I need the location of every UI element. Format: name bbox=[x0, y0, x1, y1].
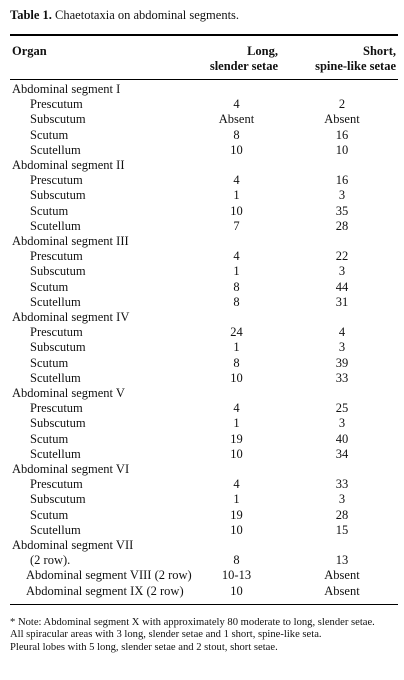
table-caption bbox=[10, 9, 239, 22]
long-setae-cell: 10 bbox=[230, 142, 243, 157]
table-row bbox=[0, 173, 404, 188]
top-rule bbox=[10, 34, 398, 36]
table-number: Table 1. bbox=[10, 8, 52, 22]
row-label: Abdominal segment II bbox=[12, 158, 125, 172]
note-3: Pleural lobes with 5 long, slender setae and 2 stout, short setae. bbox=[10, 641, 278, 653]
header-short-line1: Short, bbox=[363, 44, 396, 58]
table-row bbox=[0, 204, 404, 219]
long-setae-cell: 1 bbox=[233, 492, 240, 507]
row-label: Subscutum bbox=[30, 264, 86, 279]
short-setae-cell: 16 bbox=[335, 127, 349, 142]
short-setae-cell: 3 bbox=[338, 340, 346, 355]
long-setae-cell: 10 bbox=[230, 522, 243, 537]
short-setae-cell: Absent bbox=[324, 112, 360, 127]
row-label: Scutellum bbox=[30, 446, 81, 461]
short-setae-cell: 28 bbox=[335, 507, 349, 522]
row-label: Subscutum bbox=[30, 416, 86, 431]
long-setae-cell: 10-13 bbox=[221, 568, 252, 583]
row-label: Scutum bbox=[30, 127, 69, 142]
row-label: Subscutum bbox=[30, 492, 86, 507]
table-row bbox=[0, 401, 404, 416]
long-setae-cell: 4 bbox=[233, 173, 240, 188]
table-row bbox=[0, 584, 404, 599]
long-setae-cell: 10 bbox=[230, 370, 243, 385]
long-setae-cell: 8 bbox=[233, 553, 240, 568]
row-label: Prescutum bbox=[30, 97, 83, 112]
long-setae-cell: Absent bbox=[218, 112, 255, 127]
table-row bbox=[0, 447, 404, 462]
row-label: Prescutum bbox=[30, 249, 83, 264]
table-row bbox=[0, 295, 404, 310]
short-setae-cell: 33 bbox=[335, 370, 349, 385]
table-row bbox=[0, 568, 404, 583]
header-short-line2: spine-like setae bbox=[315, 59, 396, 73]
row-label: Abdominal segment VI bbox=[12, 462, 130, 476]
short-setae-cell: 2 bbox=[338, 97, 346, 112]
long-setae-cell: 7 bbox=[233, 218, 240, 233]
header-organ: Organ bbox=[12, 44, 47, 58]
row-label: Abdominal segment I bbox=[12, 82, 121, 96]
note-1: * Note: Abdominal segment X with approximately 80 moderate to long, slender setae. bbox=[10, 617, 375, 628]
segment-heading-row bbox=[0, 462, 404, 477]
long-setae-cell: 8 bbox=[233, 355, 240, 370]
table-row bbox=[0, 340, 404, 355]
row-label: (2 row). bbox=[30, 553, 71, 568]
row-label: Abdominal segment III bbox=[12, 234, 129, 248]
short-setae-cell: 28 bbox=[335, 218, 349, 233]
table-row bbox=[0, 371, 404, 386]
row-label: Scutum bbox=[30, 507, 69, 522]
long-setae-cell: 8 bbox=[233, 279, 240, 294]
table-row bbox=[0, 97, 404, 112]
table-row bbox=[0, 492, 404, 507]
short-setae-cell: 31 bbox=[335, 294, 349, 309]
table-row bbox=[0, 325, 404, 340]
short-setae-cell: 35 bbox=[335, 203, 349, 218]
long-setae-cell: 4 bbox=[233, 249, 240, 264]
table-row bbox=[0, 553, 404, 568]
row-label: Abdominal segment VII bbox=[12, 538, 134, 552]
row-label: Subscutum bbox=[30, 188, 86, 203]
short-setae-cell: 44 bbox=[335, 279, 349, 294]
segment-heading-row bbox=[0, 386, 404, 401]
header-long-setae bbox=[190, 44, 278, 74]
long-setae-cell: 4 bbox=[233, 97, 240, 112]
short-setae-cell: 34 bbox=[335, 446, 349, 461]
long-setae-cell: 24 bbox=[230, 325, 243, 340]
short-setae-cell: 13 bbox=[335, 553, 349, 568]
row-label: Prescutum bbox=[30, 173, 83, 188]
header-short-setae bbox=[290, 44, 396, 74]
table-row bbox=[0, 112, 404, 127]
table-row bbox=[0, 477, 404, 492]
table-row bbox=[0, 219, 404, 234]
table-row bbox=[0, 356, 404, 371]
row-label: Scutellum bbox=[30, 142, 81, 157]
header-rule bbox=[10, 79, 398, 80]
row-label: Scutum bbox=[30, 279, 69, 294]
short-setae-cell: 16 bbox=[335, 173, 349, 188]
row-label: Subscutum bbox=[30, 340, 86, 355]
row-label: Abdominal segment IX (2 row) bbox=[26, 583, 184, 598]
row-label: Abdominal segment V bbox=[12, 386, 125, 400]
segment-heading-row bbox=[0, 538, 404, 553]
long-setae-cell: 8 bbox=[233, 127, 240, 142]
long-setae-cell: 8 bbox=[233, 294, 240, 309]
row-label: Scutum bbox=[30, 431, 69, 446]
bottom-rule bbox=[10, 604, 398, 605]
long-setae-cell: 10 bbox=[230, 203, 243, 218]
row-label: Scutellum bbox=[30, 294, 81, 309]
row-label: Scutellum bbox=[30, 218, 81, 233]
long-setae-cell: 1 bbox=[233, 340, 240, 355]
segment-heading-row bbox=[0, 234, 404, 249]
short-setae-cell: 3 bbox=[338, 492, 346, 507]
short-setae-cell: 33 bbox=[335, 477, 349, 492]
short-setae-cell: Absent bbox=[324, 568, 360, 583]
table-notes bbox=[10, 617, 400, 654]
short-setae-cell: 3 bbox=[338, 188, 346, 203]
row-label: Scutellum bbox=[30, 522, 81, 537]
table-row bbox=[0, 416, 404, 431]
segment-heading-row bbox=[0, 82, 404, 97]
table-row bbox=[0, 249, 404, 264]
table-row bbox=[0, 264, 404, 279]
short-setae-cell: 3 bbox=[338, 264, 346, 279]
long-setae-cell: 10 bbox=[230, 583, 243, 598]
table-row bbox=[0, 128, 404, 143]
note-2: All spiracular areas with 3 long, slender setae and 1 short, spine-like seta. bbox=[10, 629, 322, 641]
table-row bbox=[0, 188, 404, 203]
long-setae-cell: 10 bbox=[230, 446, 243, 461]
header-long-line1: Long, bbox=[247, 44, 278, 58]
table-title: Chaetotaxia on abdominal segments. bbox=[55, 8, 240, 22]
short-setae-cell: 25 bbox=[335, 401, 349, 416]
short-setae-cell: 15 bbox=[335, 522, 349, 537]
table-row bbox=[0, 432, 404, 447]
short-setae-cell: 10 bbox=[335, 142, 349, 157]
long-setae-cell: 1 bbox=[233, 416, 240, 431]
row-label: Prescutum bbox=[30, 325, 83, 340]
short-setae-cell: Absent bbox=[324, 583, 360, 598]
short-setae-cell: 40 bbox=[335, 431, 349, 446]
segment-heading-row bbox=[0, 310, 404, 325]
row-label: Scutum bbox=[30, 203, 69, 218]
table-row bbox=[0, 143, 404, 158]
header-long-line2: slender setae bbox=[209, 59, 278, 73]
long-setae-cell: 19 bbox=[230, 507, 243, 522]
long-setae-cell: 4 bbox=[233, 477, 240, 492]
table-row bbox=[0, 508, 404, 523]
short-setae-cell: 39 bbox=[335, 355, 349, 370]
short-setae-cell: 22 bbox=[335, 249, 349, 264]
segment-heading-row bbox=[0, 158, 404, 173]
long-setae-cell: 4 bbox=[233, 401, 240, 416]
table-row bbox=[0, 523, 404, 538]
short-setae-cell: 3 bbox=[338, 416, 346, 431]
row-label: Abdominal segment VIII (2 row) bbox=[26, 568, 192, 583]
table-row bbox=[0, 280, 404, 295]
row-label: Subscutum bbox=[30, 112, 86, 127]
row-label: Prescutum bbox=[30, 477, 83, 492]
long-setae-cell: 1 bbox=[233, 188, 240, 203]
row-label: Prescutum bbox=[30, 401, 83, 416]
long-setae-cell: 1 bbox=[233, 264, 240, 279]
long-setae-cell: 19 bbox=[230, 431, 243, 446]
row-label: Scutellum bbox=[30, 370, 81, 385]
short-setae-cell: 4 bbox=[338, 325, 346, 340]
row-label: Scutum bbox=[30, 355, 69, 370]
row-label: Abdominal segment IV bbox=[12, 310, 130, 324]
